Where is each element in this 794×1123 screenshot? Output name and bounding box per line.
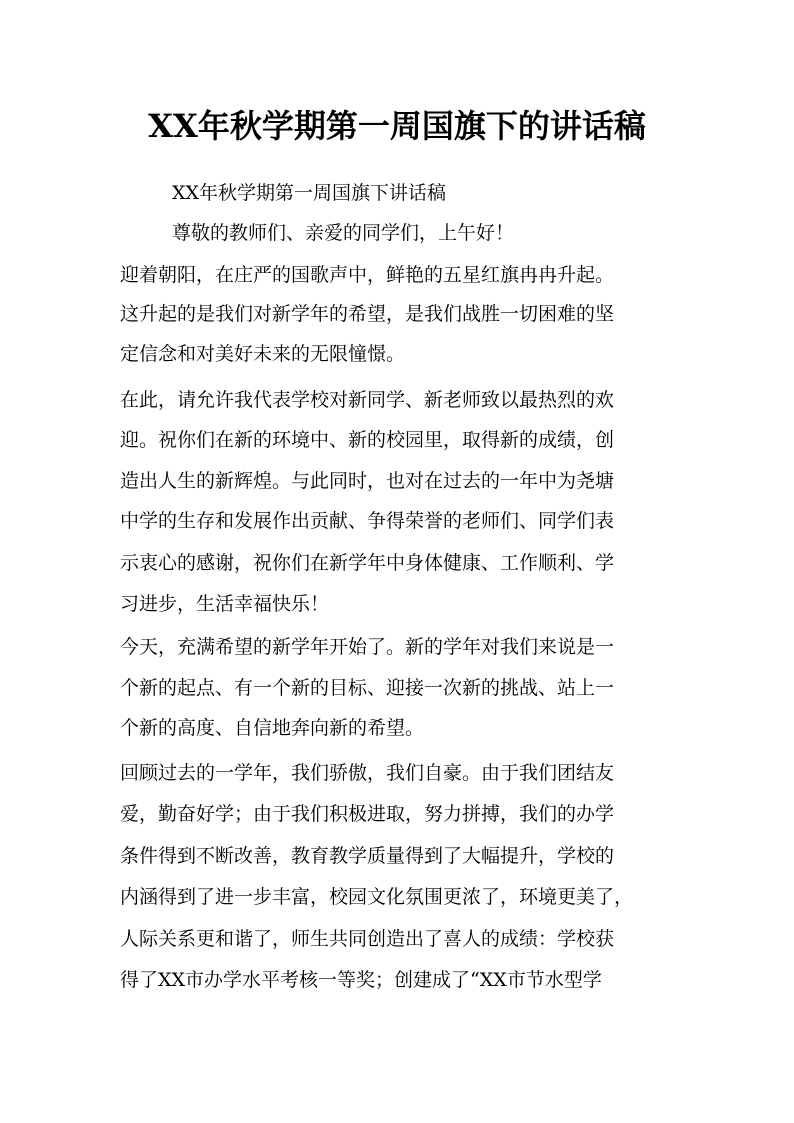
subtitle-line: XX年秋学期第一周国旗下讲话稿	[172, 182, 447, 204]
document-title: XX年秋学期第一周国旗下的讲话稿	[148, 107, 646, 145]
body-line: 回顾过去的一学年，我们骄傲，我们自豪。由于我们团结友	[120, 762, 615, 784]
body-line: 人际关系更和谐了，师生共同创造出了喜人的成绩：学校获	[120, 928, 615, 950]
body-line: 示衷心的感谢，祝你们在新学年中身体健康、工作顺利、学	[120, 552, 615, 574]
body-line: 内涵得到了进一步丰富，校园文化氛围更浓了，环境更美了，	[120, 886, 634, 908]
body-line: 习进步，生活幸福快乐！	[120, 593, 330, 615]
body-line: 今天，充满希望的新学年开始了。新的学年对我们来说是一	[120, 636, 615, 658]
body-line: 在此，请允许我代表学校对新同学、新老师致以最热烈的欢	[120, 389, 615, 411]
greeting-line: 尊敬的教师们、亲爱的同学们，上午好！	[172, 222, 515, 244]
body-line: 定信念和对美好未来的无限憧憬。	[120, 343, 406, 365]
body-line: 迎。祝你们在新的环境中、新的校园里，取得新的成绩，创	[120, 429, 615, 451]
body-line: 中学的生存和发展作出贡献、争得荣誉的老师们、同学们表	[120, 510, 615, 532]
body-line: 条件得到不断改善，教育教学质量得到了大幅提升，学校的	[120, 845, 615, 867]
body-line: 得了XX市办学水平考核一等奖；创建成了“XX市节水型学	[120, 969, 602, 991]
body-line: 这升起的是我们对新学年的希望，是我们战胜一切困难的坚	[120, 303, 615, 325]
body-line: 个新的高度、自信地奔向新的希望。	[120, 717, 425, 739]
body-line: 造出人生的新辉煌。与此同时，也对在过去的一年中为尧塘	[120, 470, 615, 492]
body-line: 爱，勤奋好学；由于我们积极进取，努力拼搏，我们的办学	[120, 803, 615, 825]
body-line: 迎着朝阳，在庄严的国歌声中，鲜艳的五星红旗冉冉升起。	[120, 264, 615, 286]
body-line: 个新的起点、有一个新的目标、迎接一次新的挑战、站上一	[120, 677, 615, 699]
